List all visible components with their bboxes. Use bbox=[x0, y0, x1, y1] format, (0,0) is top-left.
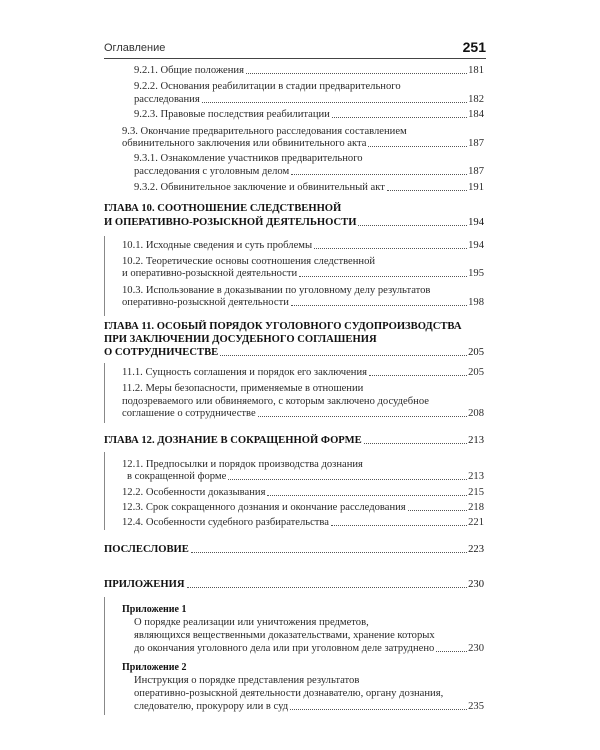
toc-entry-9-2-3[interactable]: 9.2.3. Правовые последствия реабилитации 184 bbox=[134, 109, 484, 120]
appendix-2-line1: Инструкция о порядке представления результатов bbox=[134, 675, 360, 686]
page-number: 251 bbox=[462, 39, 486, 55]
chapter-11-rule bbox=[104, 363, 105, 423]
afterword-entry[interactable]: ПОСЛЕСЛОВИЕ 223 bbox=[104, 544, 484, 555]
toc-entry-11-2-line1: 11.2. Меры безопасности, применяемые в отношении bbox=[122, 383, 364, 394]
toc-entry-10-3-line1: 10.3. Использование в доказывании по уголовному делу результатов bbox=[122, 285, 431, 296]
toc-entry-9-2-2[interactable]: расследования 182 bbox=[134, 94, 484, 105]
running-header bbox=[104, 40, 486, 59]
appendices-entry[interactable]: ПРИЛОЖЕНИЯ 230 bbox=[104, 579, 484, 590]
chapter-11-title-line2: ПРИ ЗАКЛЮЧЕНИИ ДОСУДЕБНОГО СОГЛАШЕНИЯ bbox=[104, 334, 377, 345]
appendix-2-line2: оперативно-розыскной деятельности дознавателю, органу дознания, bbox=[134, 688, 444, 699]
toc-entry-12-4[interactable]: 12.4. Особенности судебного разбирательства 221 bbox=[122, 517, 484, 528]
toc-entry-9-3-2[interactable]: 9.3.2. Обвинительное заключение и обвинительный акт 191 bbox=[134, 182, 484, 193]
toc-entry-9-3-1[interactable]: расследования с уголовным делом 187 bbox=[134, 166, 484, 177]
toc-entry-12-1-line1: 12.1. Предпосылки и порядок производства дознания bbox=[122, 459, 363, 470]
appendix-2-title: Приложение 2 bbox=[122, 662, 187, 673]
toc-entry-12-3[interactable]: 12.3. Срок сокращенного дознания и окончание расследования 218 bbox=[122, 502, 484, 513]
toc-entry-9-3-1-line1: 9.3.1. Ознакомление участников предварительного bbox=[134, 153, 363, 164]
chapter-10-entry[interactable]: И ОПЕРАТИВНО-РОЗЫСКНОЙ ДЕЯТЕЛЬНОСТИ 194 bbox=[104, 217, 484, 228]
chapter-11-entry[interactable]: О СОТРУДНИЧЕСТВЕ 205 bbox=[104, 347, 484, 358]
chapter-11-title-line1: ГЛАВА 11. ОСОБЫЙ ПОРЯДОК УГОЛОВНОГО СУДОПРОИЗВОДСТВА bbox=[104, 321, 462, 332]
header-title: Оглавление bbox=[104, 42, 166, 54]
appendix-1-title: Приложение 1 bbox=[122, 604, 187, 615]
appendix-1-line1: О порядке реализации или уничтожения предметов, bbox=[134, 617, 369, 628]
toc-entry-11-1[interactable]: 11.1. Сущность соглашения и порядок его заключения 205 bbox=[122, 367, 484, 378]
appendices-rule bbox=[104, 597, 105, 715]
toc-entry-11-2[interactable]: соглашение о сотрудничестве 208 bbox=[122, 408, 484, 419]
toc-entry-9-3-line1: 9.3. Окончание предварительного расследования составлением bbox=[122, 126, 407, 137]
chapter-12-rule bbox=[104, 452, 105, 530]
toc-entry-11-2-line2: подозреваемого или обвиняемого, с которым заключено досудебное bbox=[122, 396, 429, 407]
toc-entry-9-3[interactable]: обвинительного заключения или обвинительного акта 187 bbox=[122, 138, 484, 149]
toc-entry-12-1[interactable]: в сокращенной форме 213 bbox=[127, 471, 484, 482]
appendix-2-entry[interactable]: следователю, прокурору или в суд 235 bbox=[134, 701, 484, 712]
toc-entry-10-1[interactable]: 10.1. Исходные сведения и суть проблемы 194 bbox=[122, 240, 484, 251]
appendix-1-entry[interactable]: до окончания уголовного дела или при уголовном деле затруднено 230 bbox=[134, 643, 484, 654]
toc-entry-10-2[interactable]: и оперативно-розыскной деятельности 195 bbox=[122, 268, 484, 279]
chapter-10-title-line1: ГЛАВА 10. СООТНОШЕНИЕ СЛЕДСТВЕННОЙ bbox=[104, 203, 342, 214]
toc-entry-12-2[interactable]: 12.2. Особенности доказывания 215 bbox=[122, 487, 484, 498]
toc-entry-9-2-2-line1: 9.2.2. Основания реабилитации в стадии предварительного bbox=[134, 81, 401, 92]
appendix-1-line2: являющихся вещественными доказательствами, хранение которых bbox=[134, 630, 435, 641]
toc-entry-10-3[interactable]: оперативно-розыскной деятельности 198 bbox=[122, 297, 484, 308]
toc-entry-9-2-1[interactable]: 9.2.1. Общие положения 181 bbox=[134, 65, 484, 76]
chapter-10-rule bbox=[104, 236, 105, 316]
chapter-12-entry[interactable]: ГЛАВА 12. ДОЗНАНИЕ В СОКРАЩЕННОЙ ФОРМЕ 213 bbox=[104, 435, 484, 446]
toc-entry-10-2-line1: 10.2. Теоретические основы соотношения следственной bbox=[122, 256, 376, 267]
